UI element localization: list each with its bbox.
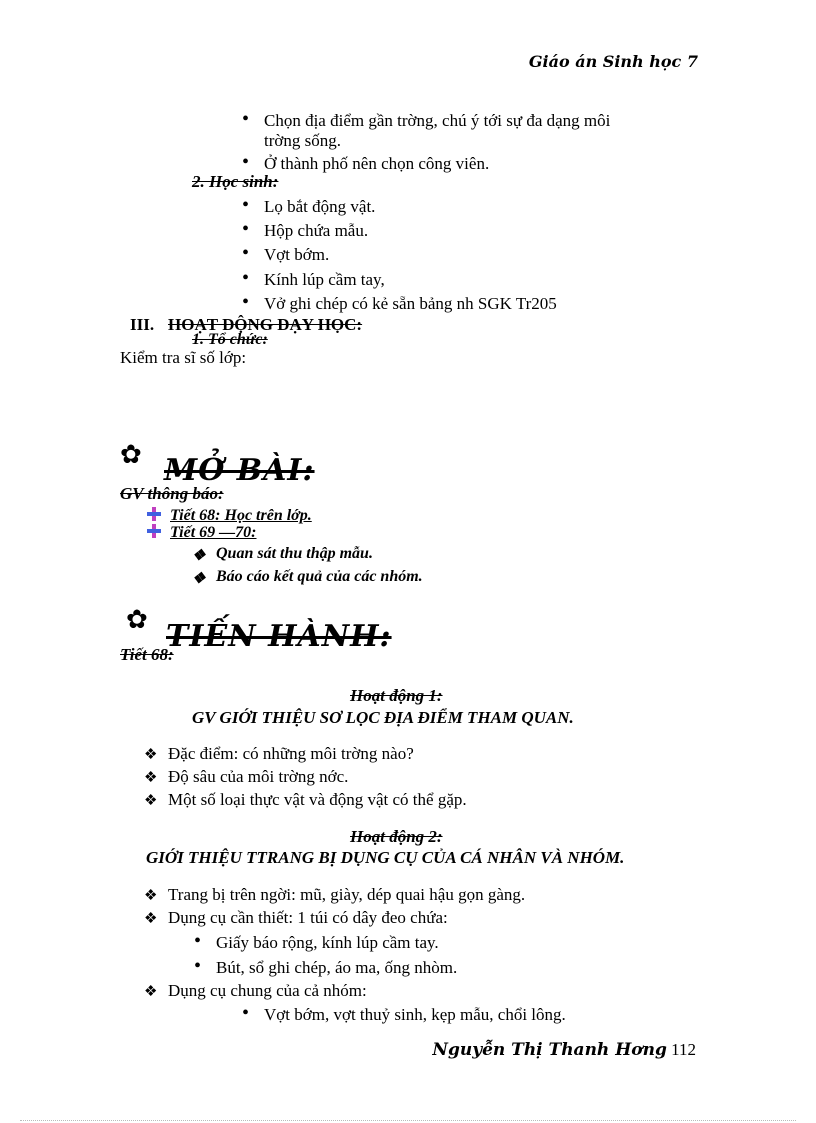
diamond-bullet-icon: ❖ bbox=[144, 911, 158, 927]
activity2-item bbox=[144, 908, 448, 928]
list-item: • Vợt bớm, vợt thuỷ sinh, kẹp mẫu, chổi lông. bbox=[264, 1005, 566, 1025]
footer bbox=[432, 1040, 696, 1060]
proceed-sub: Tiết 68: bbox=[120, 645, 174, 664]
diamond-bullet-icon: ❖ bbox=[144, 747, 158, 763]
page-number: 112 bbox=[671, 1040, 696, 1059]
footer-author: Nguyễn Thị Thanh Hơng bbox=[432, 1040, 667, 1060]
activity1-item bbox=[144, 744, 414, 764]
flower-icon: ✿ bbox=[126, 605, 148, 634]
intro-subitem-text: Quan sát thu thập mẫu. bbox=[216, 545, 373, 562]
diamond-bullet-icon: ❖ bbox=[192, 548, 206, 564]
intro-subitem bbox=[192, 545, 373, 564]
list-item: • Lọ bắt động vật. bbox=[264, 197, 375, 217]
flower-icon: ✿ bbox=[120, 440, 142, 469]
org-heading: 1. Tổ chức: bbox=[192, 331, 268, 348]
diamond-bullet-icon: ❖ bbox=[144, 793, 158, 809]
diamond-bullet-icon: ❖ bbox=[192, 571, 206, 587]
org-text: Kiểm tra sĩ số lớp: bbox=[120, 348, 247, 367]
header-title: Giáo án Sinh học 7 bbox=[528, 52, 698, 71]
list-item: • Vợt bớm. bbox=[264, 245, 329, 265]
activity1-item-text: Độ sâu của môi trờng nớc. bbox=[168, 767, 349, 786]
students-heading-text: 2. Học sinh: bbox=[192, 172, 279, 191]
activity1-heading: Hoạt động 1: bbox=[350, 686, 443, 705]
activity2-title: GIỚI THIỆU TTRANG BỊ DỤNG CỤ CỦA CÁ NHÂN VÀ NHÓM. bbox=[146, 848, 625, 867]
activity2-item bbox=[144, 885, 526, 905]
intro-item-text: Tiết 68: Học trên lớp. bbox=[170, 507, 312, 524]
activity2-item-text: Dụng cụ cần thiết: 1 túi có dây đeo chứa: bbox=[168, 908, 448, 927]
intro-subitem bbox=[192, 568, 423, 587]
intro-item bbox=[170, 524, 257, 542]
list-item: • Vở ghi chép có kẻ sẵn bảng nh SGK Tr205 bbox=[264, 294, 557, 314]
list-item: • Giấy báo rộng, kính lúp cầm tay. bbox=[216, 933, 439, 953]
intro-subitem-text: Báo cáo kết quả của các nhóm. bbox=[216, 568, 423, 585]
activity2-item-text: Dụng cụ chung của cả nhóm: bbox=[168, 981, 367, 1000]
intro-item-text: Tiết 69 —70: bbox=[170, 524, 257, 541]
activity1-item bbox=[144, 790, 467, 810]
page-bottom-divider bbox=[20, 1120, 796, 1121]
list-item: • Ở thành phố nên chọn công viên. bbox=[264, 154, 489, 174]
list-item: • Kính lúp cầm tay, bbox=[264, 270, 385, 290]
activity2-item-text: Trang bị trên ngời: mũ, giày, dép quai hậu gọn gàng. bbox=[168, 885, 526, 904]
section-numeral: III. bbox=[130, 315, 155, 334]
activity1-item-text: Một số loại thực vật và động vật có thể gặp. bbox=[168, 790, 467, 809]
diamond-bullet-icon: ❖ bbox=[144, 770, 158, 786]
diamond-bullet-icon: ❖ bbox=[144, 888, 158, 904]
list-item: • Hộp chứa mẫu. bbox=[264, 221, 368, 241]
plus-icon bbox=[146, 506, 162, 522]
list-item: • Bút, sổ ghi chép, áo ma, ống nhòm. bbox=[216, 958, 457, 978]
students-heading bbox=[192, 172, 278, 192]
intro-item bbox=[170, 507, 312, 525]
proceed-heading: TIẾN HÀNH: bbox=[166, 619, 392, 654]
activity2-item bbox=[144, 981, 367, 1001]
section-title: HOẠT ĐỘNG DẠY HỌC: bbox=[168, 315, 363, 334]
list-item: • Chọn địa điểm gần trờng, chú ý tới sự đa dạng môi bbox=[264, 111, 610, 131]
list-item-continued: trờng sống. bbox=[264, 131, 341, 150]
activity1-title: GV GIỚI THIỆU SƠ LỌC ĐỊA ĐIỂM THAM QUAN. bbox=[192, 708, 574, 727]
intro-sub: GV thông báo: bbox=[120, 484, 224, 503]
diamond-bullet-icon: ❖ bbox=[144, 984, 158, 1000]
activity2-heading: Hoạt động 2: bbox=[350, 827, 443, 846]
plus-icon bbox=[146, 523, 162, 539]
activity1-item bbox=[144, 767, 349, 787]
intro-heading: MỞ BÀI: bbox=[164, 453, 315, 488]
activity1-item-text: Đặc điểm: có những môi trờng nào? bbox=[168, 744, 414, 763]
